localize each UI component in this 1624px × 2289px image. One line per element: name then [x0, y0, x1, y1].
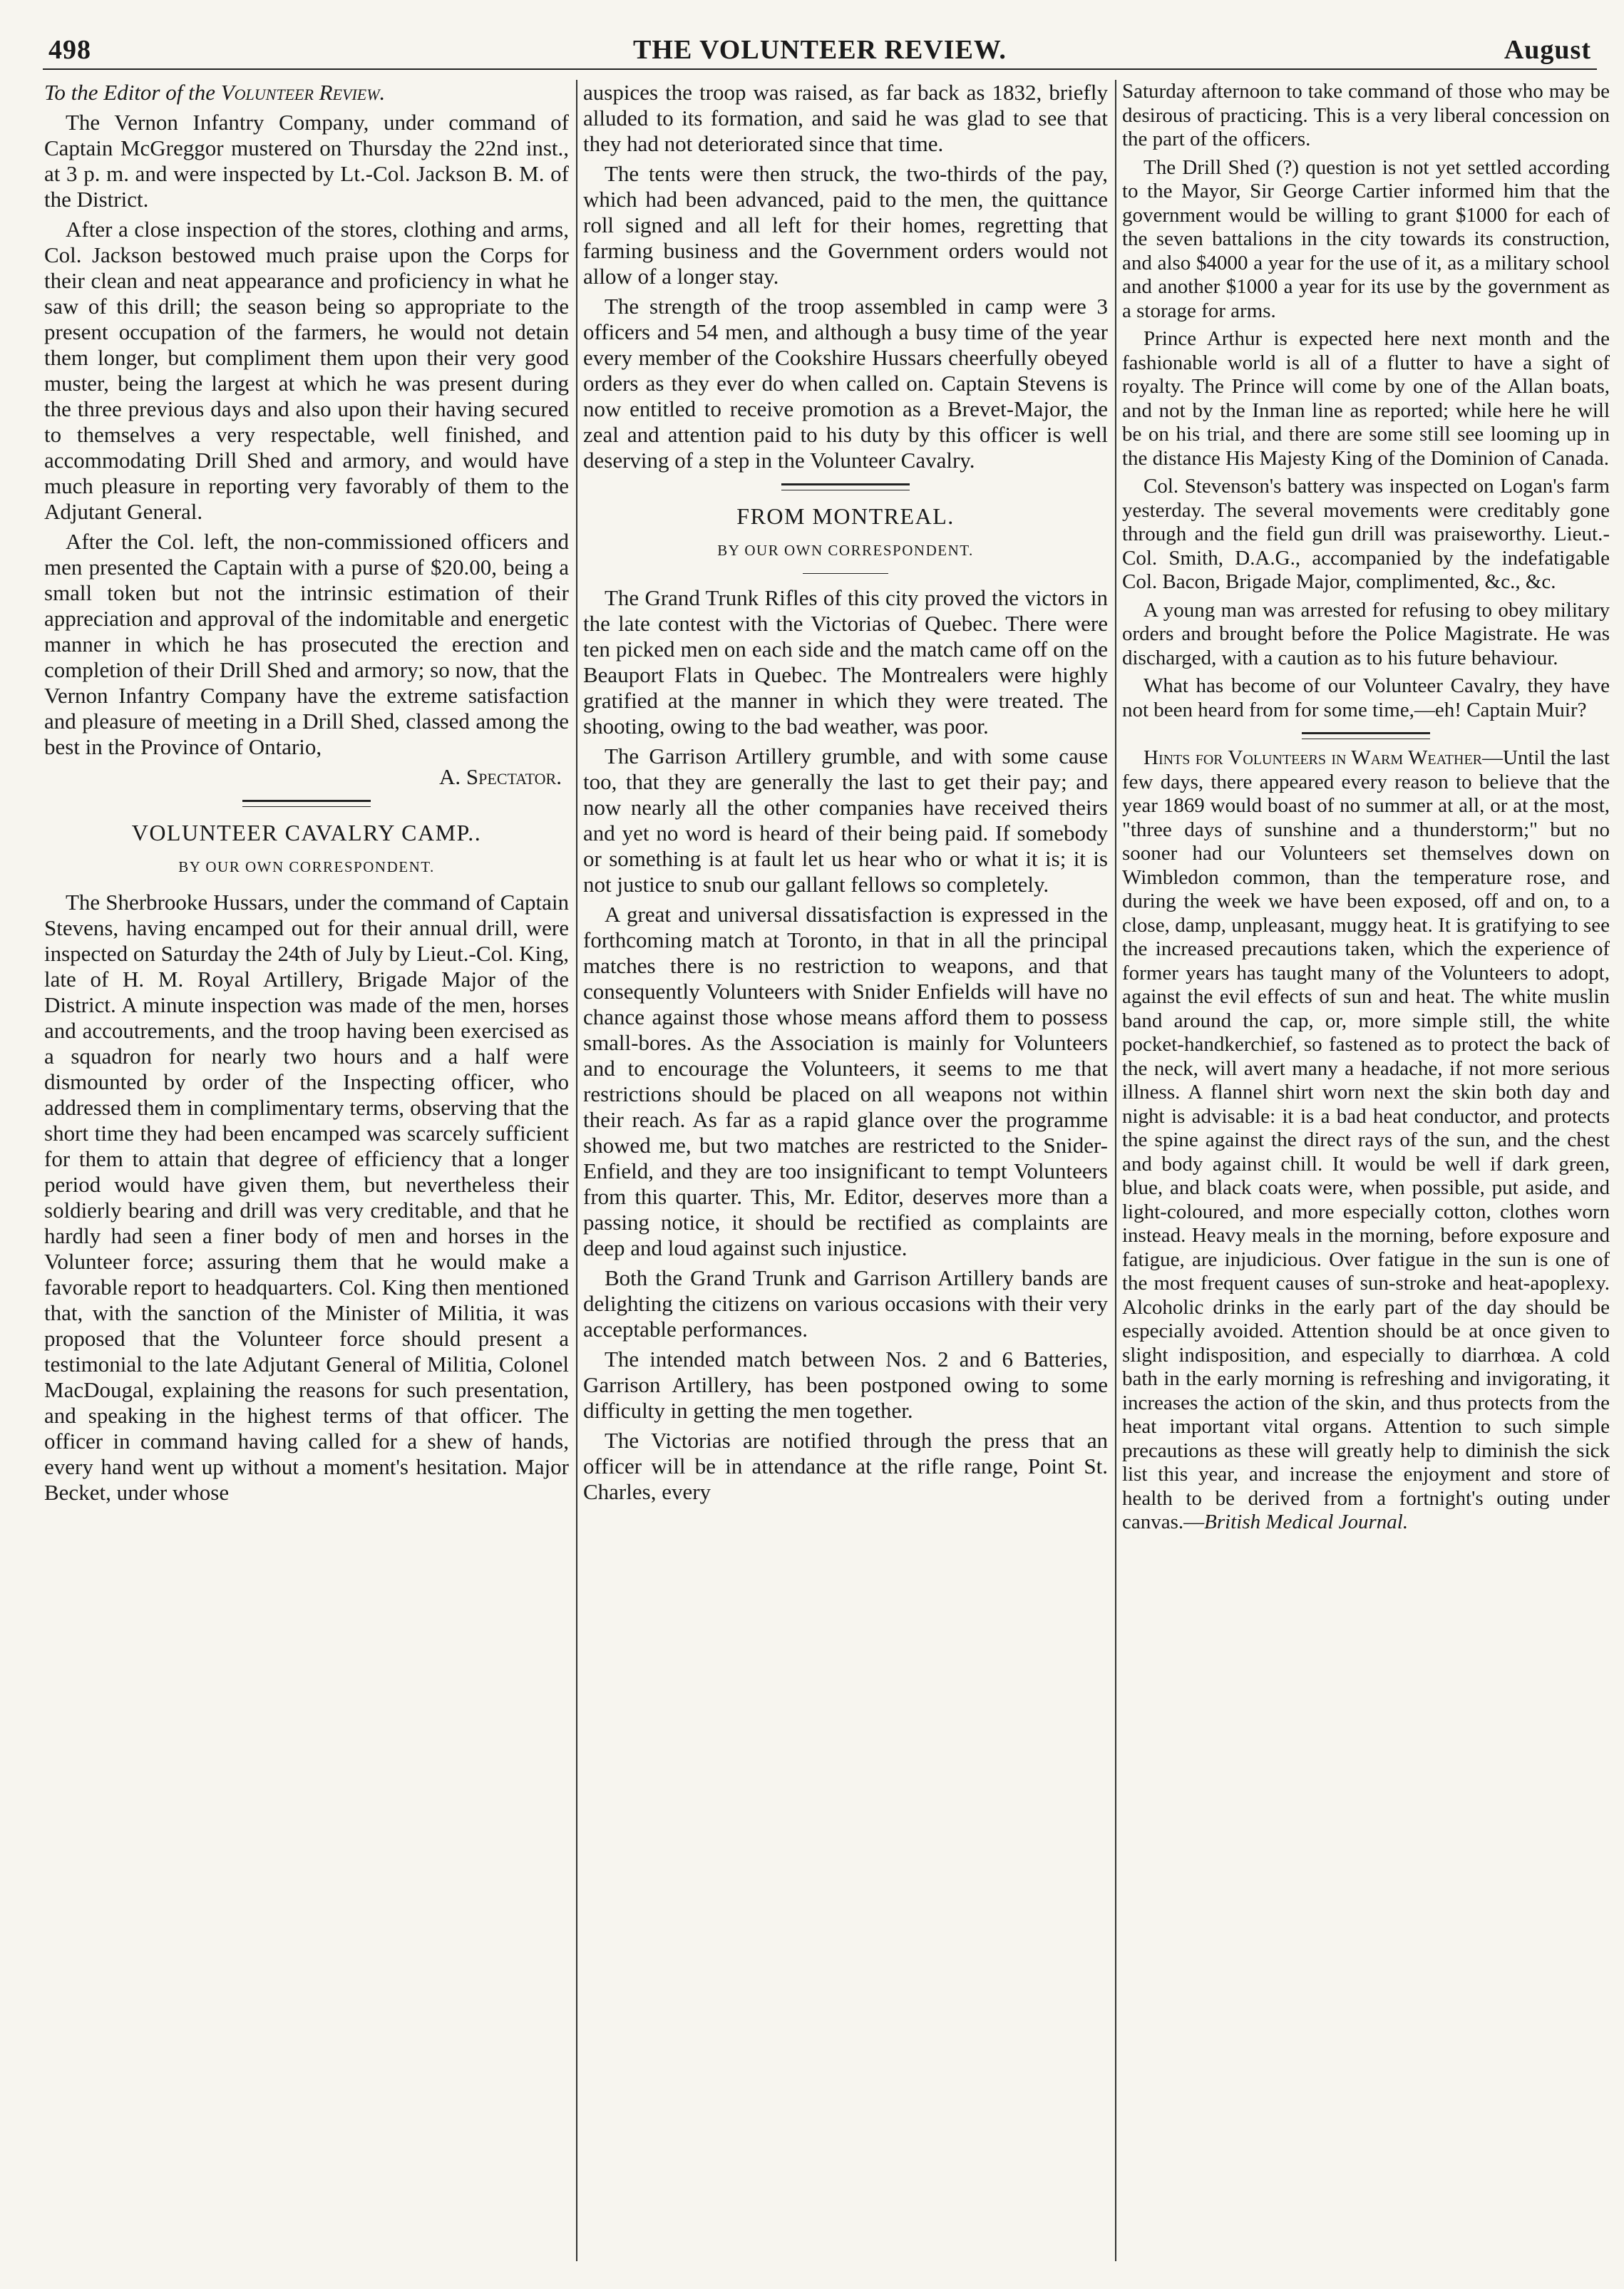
hints-paragraph [1122, 746, 1610, 1535]
cavalry-paragraph-3: The strength of the troop assembled in camp were 3 officers and 54 men, and although a busy time of the year every member of the Cookshire Hussars cheerfully obeyed orders as they ever do when called on. Captain Stevens is now entitled to receive promotion as a Brevet-Major, the zeal and attention paid to his duty by this officer is well deserving of a step in the Volunteer Cavalry. [583, 294, 1108, 473]
column-divider [1115, 80, 1116, 2261]
section-rule [1302, 732, 1430, 739]
journal-title: THE VOLUNTEER REVIEW. [633, 35, 1007, 65]
hints-body: —Until the last few days, there appeared every reason to believe that the year 1869 would boast of no summer at all, or at the most, "three days of sunshine and a thunderstorm;" but no sooner had our Volunteers set themselves down on Wimbledon common, than the temperature rose, and during the week we have been exposed, off and on, to a close, damp, unpleasant, muggy heat. It is gratifying to see the increased precautions taken, which the experience of former years has taught many of the Volunteers to adopt, against the evil effects of sun and heat. The white muslin band around the cap, or, more simple still, the white pocket-handkerchief, so fastened as to protect the back of the neck, will avert many a headache, if not more serious illness. A flannel shirt worn next the skin both day and night is advisable: it is a bad heat conductor, and protects the spine against the direct rays of the sun, and the chest and body against chill. It would be well if dark green, blue, and black coats were, when possible, put aside, and light-coloured, and more especially cotton, clothes worn instead. Heavy meals in the morning, before exposure and fatigue, are injudicious. Over fatigue in the sun is one of the most frequent causes of sun-stroke and heat-apoplexy. Alcoholic drinks in the early part of the day should be especially avoided. Attention should be at once given to slight indisposition, and especially to diarrhœa. A cold bath in the early morning is refreshing and invigorating, it increases the action of the skin, and thus protects from the heat important vital organs. Attention to such simple precautions as these will greatly help to diminish the sick list this year, and increase the enjoyment and store of health to be derived from a fortnight's outing under canvas.— [1122, 746, 1610, 1533]
vernon-paragraph-1: The Vernon Infantry Company, under command of Captain McGreggor mustered on Thursday the 22nd inst., at 3 p. m. and were inspected by Lt.-Col. Jackson B. M. of the District. [44, 110, 569, 212]
montreal-byline: BY OUR OWN CORRESPONDENT. [717, 542, 974, 559]
vernon-paragraph-2: After a close inspection of the stores, clothing and arms, Col. Jackson bestowed much praise upon the Corps for their clean and neat appearance and proficiency in what he saw of this drill; the season being so appropriate to the present occupation of the farmers, he would not detain them longer, but compliment them upon their very good muster, being the largest at which he was present during the three previous days and also upon their having secured to themselves a very respectable, well finished, and accommodating Drill Shed and armory, and would have much pleasure in reporting very favorably of them to the Adjutant General. [44, 217, 569, 524]
column-2 [583, 80, 1108, 2261]
signature: A. Spectator. [439, 764, 562, 789]
column-3 [1122, 80, 1610, 2261]
montreal-paragraph-6-continued: Saturday afternoon to take command of those who may be desirous of practicing. This is a very liberal concession on the part of the officers. [1122, 80, 1610, 150]
hints-source: British Medical Journal. [1204, 1511, 1409, 1533]
header-date: August [1504, 35, 1591, 65]
montreal-paragraph-2: The Garrison Artillery grumble, and with some cause too, that they are generally the last to get their pay; and now nearly all the other companies have received theirs and yet no word is heard of their being paid. If somebody or something is at fault let us hear who or what it is; it is not justice to snub our gallant fellows so completely. [583, 744, 1108, 897]
salutation-prefix: To the Editor of the [44, 80, 215, 105]
montreal-paragraph-7: The Drill Shed (?) question is not yet settled according to the Mayor, Sir George Cartier informed him that the government would be willing to grant $1000 for each of the seven battalions in the city towards its construction, and also $4000 a year for the use of it, as a military school and another $1000 a year for its use by the government as a storage for arms. [1122, 155, 1610, 322]
section-rule [781, 483, 910, 490]
montreal-paragraph-10: A young man was arrested for refusing to obey military orders and brought before the Police Magistrate. He was discharged, with a caution as to his future behaviour. [1122, 598, 1610, 669]
montreal-paragraph-9: Col. Stevenson's battery was inspected on Logan's farm yesterday. The several movements were creditably gone through and the field gun drill was praiseworthy. Lieut.-Col. Smith, D.A.G., accompanied by the indefatigable Col. Bacon, Brigade Major, complimented, &c., &c. [1122, 475, 1610, 593]
running-head [43, 34, 1597, 70]
montreal-paragraph-8: Prince Arthur is expected here next month and the fashionable world is all of a flutter to have a sight of royalty. The Prince will come by one of the Allan boats, and not by the Inman line as reported; while here he will be on his trial, and there are some still see looming up in the distance His Majesty King of the Dominion of Canada. [1122, 327, 1610, 470]
cavalry-camp-title: VOLUNTEER CAVALRY CAMP.. [131, 820, 482, 845]
montreal-paragraph-1: The Grand Trunk Rifles of this city proved the victors in the late contest with the Victorias of Quebec. There were ten picked men on each side and the match came off on the Beauport Flats in Quebec. The Montrealers were highly gratified at the manner in which they were treated. The shooting, owing to the bad weather, was poor. [583, 585, 1108, 739]
montreal-paragraph-5: The intended match between Nos. 2 and 6 Batteries, Garrison Artillery, has been postponed owing to some difficulty in getting the men together. [583, 1347, 1108, 1423]
cavalry-paragraph-2: The tents were then struck, the two-thirds of the pay, which had been advanced, paid to the men, the quittance roll signed and all left for their homes, regretting that farming business and the Government orders would not allow of a longer stay. [583, 161, 1108, 289]
montreal-paragraph-6: The Victorias are notified through the press that an officer will be in attendance at the rifle range, Point St. Charles, every [583, 1428, 1108, 1504]
section-rule [242, 800, 371, 807]
byline-rule [803, 573, 888, 574]
column-1 [44, 80, 569, 2261]
salutation-journal: Volunteer Review. [220, 80, 386, 105]
hints-heading: Hints for Volunteers in Warm Weather [1144, 746, 1483, 769]
montreal-title: FROM MONTREAL. [736, 503, 955, 529]
cavalry-paragraph-1-continued: auspices the troop was raised, as far back as 1832, briefly alluded to its formation, and said he was glad to see that they had not deteriorated since that time. [583, 80, 1108, 156]
montreal-paragraph-3: A great and universal dissatisfaction is expressed in the forthcoming match at Toronto, in that in all the principal matches there is no restriction to weapons, and that consequently Volunteers with Snider Enfields will have no chance against those whose means afford them to possess small-bores. As the Association is mainly for Volunteers and to encourage the Volunteers, it seems to me that restrictions should be placed on all weapons not within their reach. As far as a rapid glance over the programme showed me, but two matches are restricted to the Snider-Enfield, and they are too insignificant to tempt Volunteers from this quarter. This, Mr. Editor, deserves more than a passing notice, it should be rectified as complaints are deep and loud against such injustice. [583, 902, 1108, 1260]
column-divider [576, 80, 577, 2261]
salutation [44, 80, 569, 106]
montreal-paragraph-4: Both the Grand Trunk and Garrison Artillery bands are delighting the citizens on various occasions with their very acceptable performances. [583, 1265, 1108, 1342]
montreal-paragraph-11: What has become of our Volunteer Cavalry, they have not been heard from for some time,—eh! Captain Muir? [1122, 674, 1610, 721]
cavalry-byline: BY OUR OWN CORRESPONDENT. [178, 858, 435, 875]
cavalry-paragraph-1: The Sherbrooke Hussars, under the command of Captain Stevens, having encamped out for their annual drill, were inspected on Saturday the 24th of July by Lieut.-Col. King, late of H. M. Royal Artillery, Brigade Major of the District. A minute inspection was made of the men, horses and accoutrements, and the troop having been exercised as a squadron for nearly two hours and a half were dismounted by order of the Inspecting officer, who addressed them in complimentary terms, observing that the short time they had been encamped was scarcely sufficient for them to attain that degree of efficiency that a longer period would have given them, but nevertheless their soldierly bearing and drill was very creditable, and that he hardly had seen a finer body of men and horses in the Volunteer force; assuring them that he would make a favorable report to headquarters. Col. King then mentioned that, with the sanction of the Minister of Militia, it was proposed that the Volunteer force should present a testimonial to the late Adjutant General of Militia, Colonel MacDougal, explaining the reasons for such presentation, and speaking in the highest terms of that officer. The officer in command having called for a shew of hands, every hand went up without a moment's hesitation. Major Becket, under whose [44, 890, 569, 1505]
vernon-paragraph-3: After the Col. left, the non-commissioned officers and men presented the Captain with a purse of $20.00, being a small token but not the intrinsic estimation of their appreciation and approval of the indomitable and energetic manner in which he has prosecuted the erection and completion of their Drill Shed and armory; so now, that the Vernon Infantry Company have the extreme satisfaction and pleasure of meeting in a Drill Shed, classed among the best in the Province of Ontario, [44, 529, 569, 759]
page-number: 498 [48, 35, 91, 65]
